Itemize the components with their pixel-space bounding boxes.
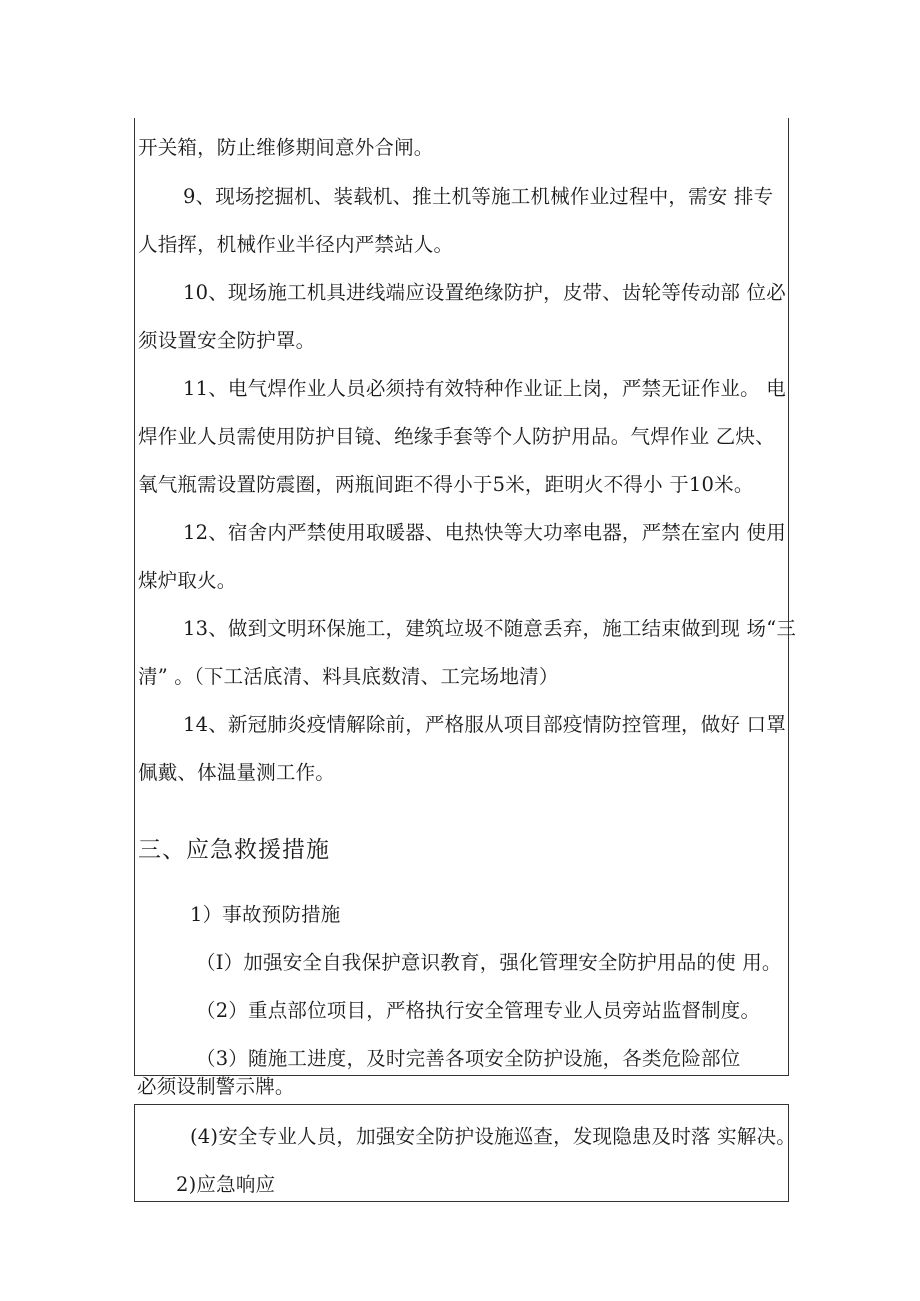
section-heading: 三、应急救援措施 <box>138 837 330 863</box>
text-line-9: 12、宿舍内严禁使用取暖器、电热快等大功率电器，严禁在室内 使用 <box>183 521 786 544</box>
text-line-3: 人指挥，机械作业半径内严禁站人。 <box>138 233 454 256</box>
text-line-10: 煤炉取火。 <box>138 569 237 592</box>
list-item-3: （3）随施工进度，及时完善各项安全防护设施，各类危险部位 <box>196 1047 741 1070</box>
text-line-1: 开关箱，防止维修期间意外合闸。 <box>138 136 434 159</box>
content-frame <box>134 118 789 1076</box>
overflow-text: 必须设制警示牌。 <box>137 1075 295 1098</box>
text-line-7: 焊作业人员需使用防护目镜、绝缘手套等个人防护用品。气焊作业 乙炔、 <box>138 425 775 448</box>
list-item-1: （I）加强安全自我保护意识教育，强化管理安全防护用品的使 用。 <box>196 951 782 974</box>
text-line-12: 清” 。（下工活底清、料具底数清、工完场地清） <box>138 665 559 688</box>
text-line-8: 氧气瓶需设置防震圈，两瓶间距不得小于5米，距明火不得小 于10米。 <box>138 473 754 496</box>
text-line-14: 佩戴、体温量测工作。 <box>138 761 336 784</box>
text-line-5: 须设置安全防护罩。 <box>138 329 316 352</box>
list-item-2: （2）重点部位项目，严格执行安全管理专业人员旁站监督制度。 <box>196 999 761 1022</box>
text-line-4: 10、现场施工机具进线端应设置绝缘防护，皮带、齿轮等传动部 位必 <box>183 281 786 304</box>
list-item-4: (4)安全专业人员，加强安全防护设施巡查，发现隐患及时落 实解决。 <box>190 1125 796 1148</box>
subsection-title-response: 2)应急响应 <box>176 1173 276 1196</box>
text-line-6: 11、电气焊作业人员必须持有效特种作业证上岗，严禁无证作业。 电 <box>183 377 786 400</box>
subsection-title-prevention: 1）事故预防措施 <box>190 903 341 926</box>
text-line-11: 13、做到文明环保施工，建筑垃圾不随意丢弃，施工结束做到现 场“三 <box>183 617 797 640</box>
text-line-13: 14、新冠肺炎疫情解除前，严格服从项目部疫情防控管理，做好 口罩 <box>183 713 786 736</box>
text-line-2: 9、现场挖掘机、装载机、推土机等施工机械作业过程中，需安 排专 <box>183 185 774 208</box>
